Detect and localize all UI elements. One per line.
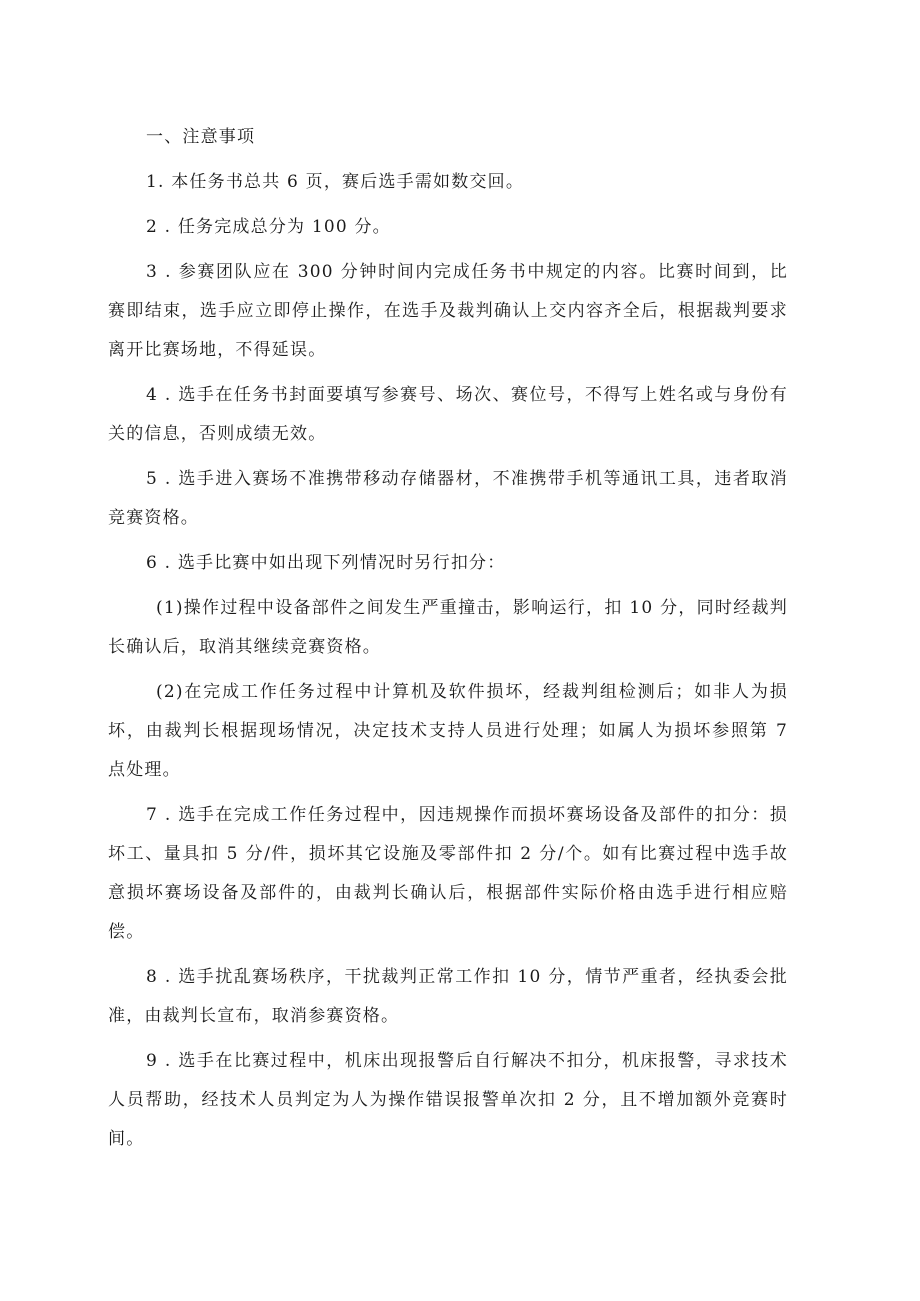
section-heading: 一、注意事项	[146, 127, 256, 147]
document-body	[108, 118, 788, 1165]
rule-item-5: 5 . 选手进入赛场不准携带移动存储器材，不准携带手机等通讯工具，违者取消竞赛资格。	[108, 469, 788, 528]
rule-item-3: 3 . 参赛团队应在 300 分钟时间内完成任务书中规定的内容。比赛时间到，比赛即结束，选手应立即停止操作，在选手及裁判确认上交内容齐全后，根据裁判要求离开比赛场地，不得延误。	[108, 262, 788, 360]
rule-item-2: 2 . 任务完成总分为 100 分。	[146, 217, 391, 237]
rule-item-9: 9 . 选手在比赛过程中，机床出现报警后自行解决不扣分，机床报警，寻求技术人员帮助，经技术人员判定为人为操作错误报警单次扣 2 分，且不增加额外竞赛时间。	[108, 1051, 788, 1149]
rule-item-6-sub-2: (2)在完成工作任务过程中计算机及软件损坏，经裁判组检测后；如非人为损坏，由裁判长根据现场情况，决定技术支持人员进行处理；如属人为损坏参照第 7 点处理。	[108, 682, 788, 780]
rule-item-7: 7 . 选手在完成工作任务过程中，因违规操作而损坏赛场设备及部件的扣分：损坏工、量具扣 5 分/件，损坏其它设施及零部件扣 2 分/个。如有比赛过程中选手故意损坏赛场设备及部件的，由裁判长确认后，根据部件实际价格由选手进行相应赔偿。	[108, 805, 788, 942]
rule-item-1: 1. 本任务书总共 6 页，赛后选手需如数交回。	[146, 172, 525, 192]
rule-item-8: 8 . 选手扰乱赛场秩序，干扰裁判正常工作扣 10 分，情节严重者，经执委会批准，由裁判长宣布，取消参赛资格。	[108, 967, 788, 1026]
rule-item-6: 6 . 选手比赛中如出现下列情况时另行扣分：	[146, 553, 506, 573]
rule-item-6-sub-1: (1)操作过程中设备部件之间发生严重撞击，影响运行，扣 10 分，同时经裁判长确认后，取消其继续竞赛资格。	[108, 598, 788, 657]
rule-item-4: 4 . 选手在任务书封面要填写参赛号、场次、赛位号，不得写上姓名或与身份有关的信息，否则成绩无效。	[108, 385, 788, 444]
